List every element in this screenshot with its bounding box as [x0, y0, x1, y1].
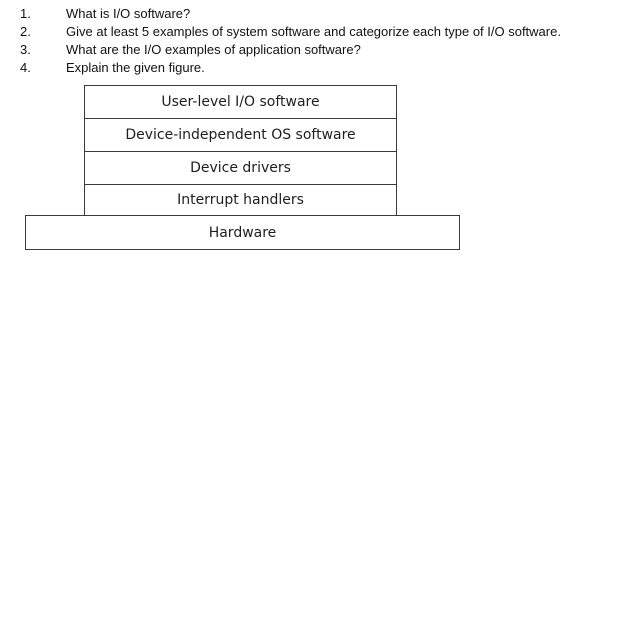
- question-text: What is I/O software?: [66, 6, 191, 21]
- layer-interrupt-handlers: Interrupt handlers: [84, 184, 397, 216]
- question-text: Explain the given figure.: [66, 60, 205, 75]
- layer-device-drivers: Device drivers: [84, 151, 397, 185]
- question-number: 4.: [20, 60, 31, 75]
- question-text: What are the I/O examples of application software?: [66, 42, 361, 57]
- question-text: Give at least 5 examples of system software and categorize each type of I/O software.: [66, 24, 561, 39]
- question-number: 1.: [20, 6, 31, 21]
- layer-hardware: Hardware: [25, 215, 460, 250]
- layer-user-level-io-software: User-level I/O software: [84, 85, 397, 119]
- question-number: 2.: [20, 24, 31, 39]
- io-software-layers-figure: [0, 0, 634, 260]
- question-number: 3.: [20, 42, 31, 57]
- layer-device-independent-os-software: Device-independent OS software: [84, 118, 397, 152]
